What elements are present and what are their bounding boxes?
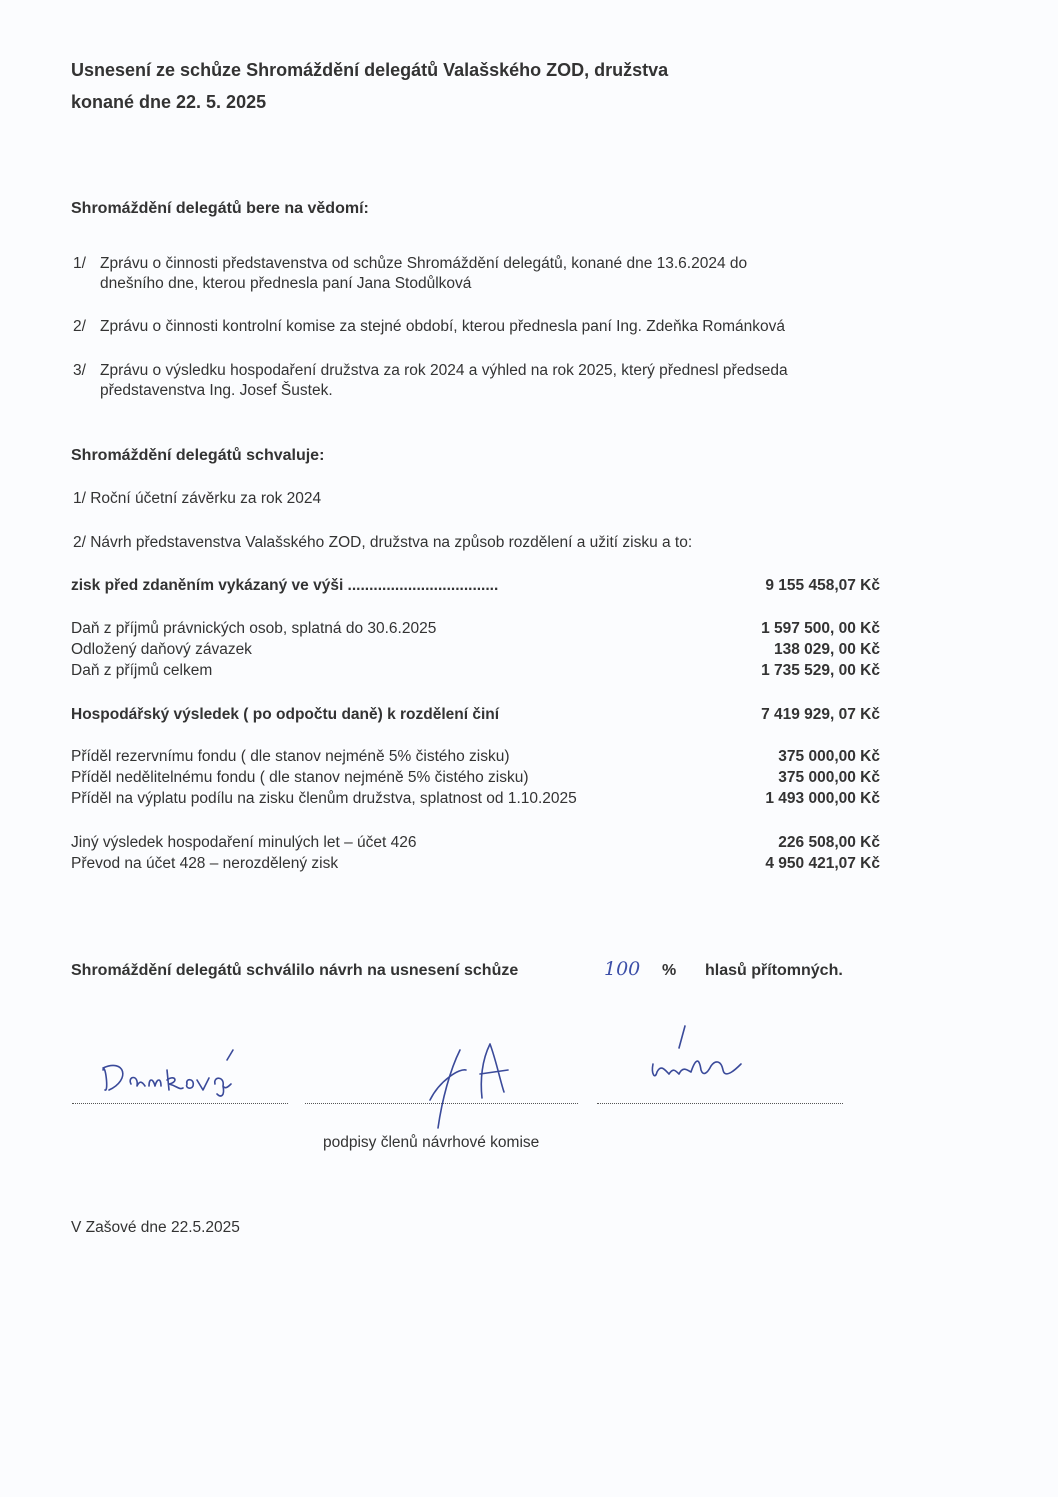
tax-row-value: 1 597 500, 00 Kč (761, 620, 880, 637)
vote-text-after: hlasů přítomných. (705, 962, 843, 979)
signature-3 (645, 1020, 765, 1100)
allocation-row-value: 375 000,00 Kč (778, 748, 880, 765)
signature-2 (420, 1040, 530, 1130)
result-value: 7 419 929, 07 Kč (761, 706, 880, 723)
allocation-row-value: 1 493 000,00 Kč (765, 790, 880, 807)
allocation-row-value: 375 000,00 Kč (778, 769, 880, 786)
other-row-value: 226 508,00 Kč (778, 834, 880, 851)
signatures-caption: podpisy členů návrhové komise (323, 1134, 540, 1151)
noted-item-1-line-2: dnešního dne, kterou přednesla paní Jana Stodůlková (100, 275, 472, 292)
noted-item-2-number: 2/ (73, 318, 86, 335)
signature-1 (95, 1040, 265, 1100)
vote-text-before: Shromáždění delegátů schválilo návrh na usnesení schůze (71, 962, 519, 979)
other-row-label: Jiný výsledek hospodaření minulých let – účet 426 (71, 834, 417, 851)
signature-line-3 (597, 1103, 843, 1104)
title-line-1: Usnesení ze schůze Shromáždění delegátů Valašského ZOD, družstva (71, 60, 669, 80)
tax-row-value: 1 735 529, 00 Kč (761, 662, 880, 679)
signature-line-2 (305, 1103, 578, 1104)
other-row-label: Převod na účet 428 – nerozdělený zisk (71, 855, 339, 872)
other-row-value: 4 950 421,07 Kč (765, 855, 880, 872)
noted-item-1-number: 1/ (73, 255, 86, 272)
result-label: Hospodářský výsledek ( po odpočtu daně) k rozdělení činí (71, 706, 500, 723)
noted-item-3-number: 3/ (73, 362, 86, 379)
profit-label: zisk před zdaněním vykázaný ve výši ................................... (71, 577, 499, 594)
allocation-row-label: Příděl nedělitelnému fondu ( dle stanov nejméně 5% čistého zisku) (71, 769, 529, 786)
place-date: V Zašové dne 22.5.2025 (71, 1219, 240, 1236)
approved-item-2: 2/ Návrh představenstva Valašského ZOD, družstva na způsob rozdělení a užití zisku a to: (73, 534, 693, 551)
vote-percent-handwritten: 100 (604, 958, 641, 980)
approved-item-1: 1/ Roční účetní závěrku za rok 2024 (73, 490, 322, 507)
section-noted-heading: Shromáždění delegátů bere na vědomí: (71, 200, 369, 217)
tax-row-label: Daň z příjmů celkem (71, 662, 213, 679)
signature-line-1 (72, 1103, 288, 1104)
allocation-row-label: Příděl na výplatu podílu na zisku členům družstva, splatnost od 1.10.2025 (71, 790, 577, 807)
section-approved-heading: Shromáždění delegátů schvaluje: (71, 447, 325, 464)
profit-value: 9 155 458,07 Kč (765, 577, 880, 594)
allocation-row-label: Příděl rezervnímu fondu ( dle stanov nejméně 5% čistého zisku) (71, 748, 510, 765)
noted-item-3-line-1: Zprávu o výsledku hospodaření družstva za rok 2024 a výhled na rok 2025, který přednesl předseda (100, 362, 788, 379)
vote-percent-sign: % (662, 962, 677, 979)
tax-row-label: Daň z příjmů právnických osob, splatná do 30.6.2025 (71, 620, 437, 637)
noted-item-3-line-2: představenstva Ing. Josef Šustek. (100, 382, 333, 399)
tax-row-value: 138 029, 00 Kč (773, 641, 880, 658)
title-line-2: konané dne 22. 5. 2025 (71, 92, 267, 112)
tax-row-label: Odložený daňový závazek (71, 641, 252, 658)
noted-item-2-line-1: Zprávu o činnosti kontrolní komise za stejné období, kterou přednesla paní Ing. Zdeňka Románková (100, 318, 785, 335)
noted-item-1-line-1: Zprávu o činnosti představenstva od schůze Shromáždění delegátů, konané dne 13.6.2024 do (100, 255, 748, 272)
